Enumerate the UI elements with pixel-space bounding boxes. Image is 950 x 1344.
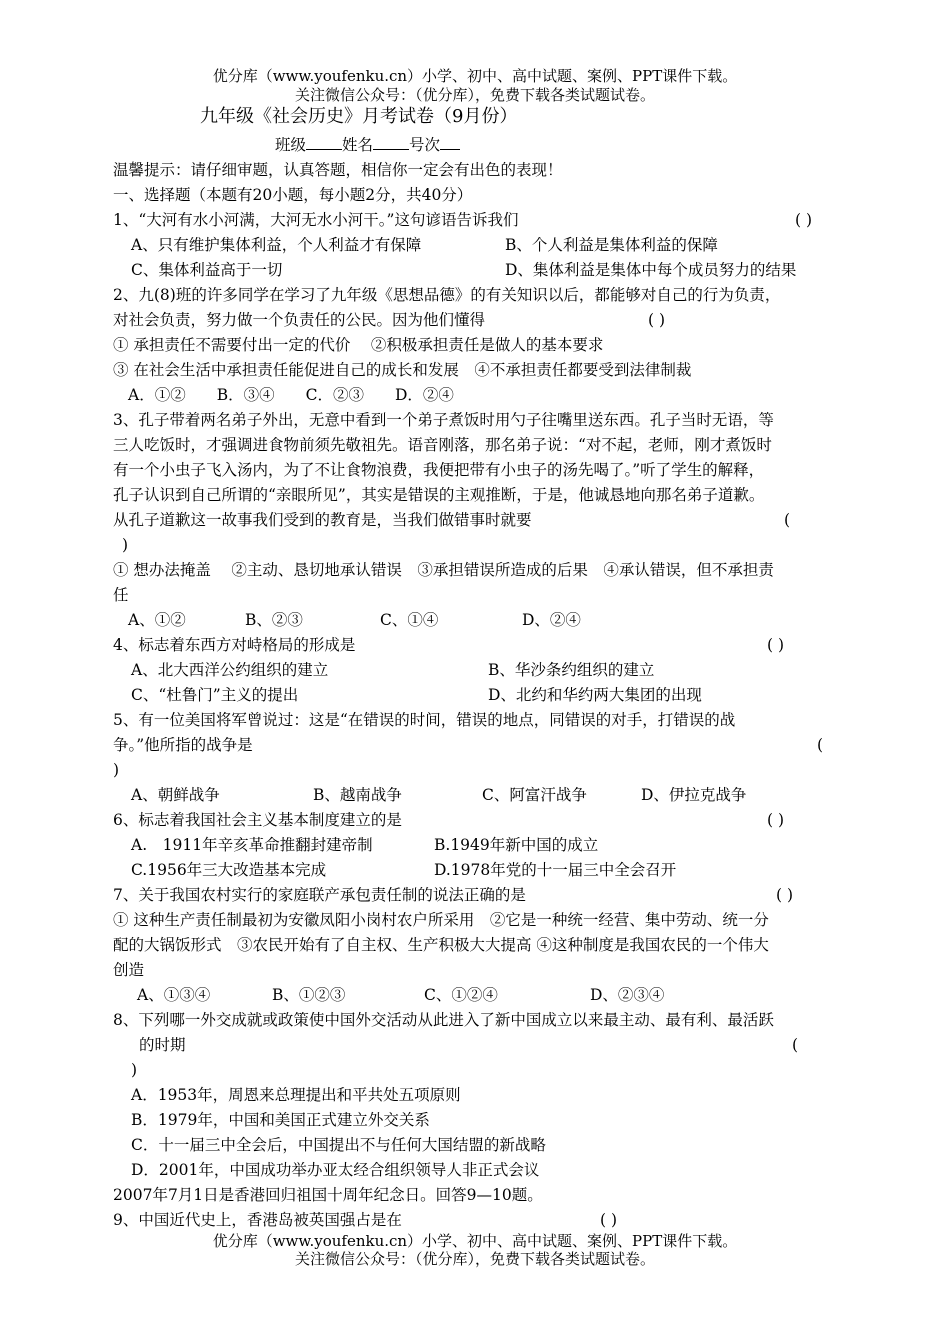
q3-text-5: 从孔子道歉这一故事我们受到的教育是，当我们做错事时就要 [113,511,532,529]
student-info [275,135,460,155]
q4-option-b: B、华沙条约组织的建立 [488,661,655,679]
q8-text-1: 8、下列哪一外交成就或政策使中国外交活动从此进入了新中国成立以来最主动、最有利、最活跃 [113,1011,774,1029]
q2-choices: A．①② B．③④ C．②③ D．②④ [128,386,454,404]
q2-statements-1: ① 承担责任不需要付出一定的代价 ②积极承担责任是做人的基本要求 [113,336,604,354]
q8-option-b: B．1979年，中国和美国正式建立外交关系 [131,1111,430,1129]
q1-answer-paren[interactable]: ( ) [795,211,813,229]
q3-statements-1: ① 想办法掩盖 ②主动、恳切地承认错误 ③承担错误所造成的后果 ④承认错误，但不承担责 [113,561,774,579]
q7-statements-3: 创造 [113,961,145,979]
q8-text-2: 的时期 [139,1036,186,1054]
class-label: 班级 [275,136,307,154]
q8-paren-open[interactable]: ( [792,1036,799,1054]
q9-10-intro: 2007年7月1日是香港回归祖国十周年纪念日。回答9—10题。 [113,1186,543,1204]
q2-answer-paren[interactable]: ( ) [648,311,666,329]
q7-stem: 7、关于我国农村实行的家庭联产承包责任制的说法正确的是 [113,886,526,904]
q4-option-a: A、北大西洋公约组织的建立 [131,661,329,679]
q6-option-b: B.1949年新中国的成立 [434,836,599,854]
footer-line-2: 关注微信公众号：（优分库），免费下载各类试题试卷。 [294,1250,655,1268]
q9-answer-paren[interactable]: ( ) [600,1211,618,1229]
q5-text-2: 争。”他所指的战争是 [113,736,253,754]
q5-paren-open[interactable]: ( [817,736,824,754]
q3-statements-2: 任 [113,586,129,604]
q7-option-c: C、①②④ [424,986,498,1004]
q7-option-a: A、①③④ [137,986,211,1004]
q3-text-2: 三人吃饭时，才强调进食物前须先敬祖先。语音刚落，那名弟子说：“对不起，老师，刚才煮饭时 [113,436,772,454]
q8-option-d: D．2001年，中国成功举办亚太经合组织领导人非正式会议 [131,1161,540,1179]
q6-option-c: C.1956年三大改造基本完成 [131,861,327,879]
q6-option-a: A. 1911年辛亥革命推翻封建帝制 [131,836,373,854]
q9-stem: 9、中国近代史上，香港岛被英国强占是在 [113,1211,402,1229]
q7-statements-2: 配的大锅饭形式 ③农民开始有了自主权、生产积极大大提高 ④这种制度是我国农民的一个伟大 [113,936,769,954]
q3-option-a: A、①② [128,611,186,629]
q3-option-d: D、②④ [522,611,581,629]
q3-text-1: 3、孔子带着两名弟子外出，无意中看到一个弟子煮饭时用勺子往嘴里送东西。孔子当时无语，等 [113,411,774,429]
q3-option-b: B、②③ [245,611,303,629]
section-heading: 一、选择题（本题有20小题，每小题2分，共40分） [113,186,473,204]
q8-option-c: C．十一届三中全会后，中国提出不与任何大国结盟的新战略 [131,1136,546,1154]
q2-stem-1: 2、九(8)班的许多同学在学习了九年级《思想品德》的有关知识以后，都能够对自己的行为负责， [113,286,781,304]
q2-statements-2: ③ 在社会生活中承担责任能促进自己的成长和发展 ④不承担责任都要受到法律制裁 [113,361,692,379]
q4-answer-paren[interactable]: ( ) [767,636,785,654]
q8-paren-close[interactable]: ) [131,1061,138,1079]
q6-stem: 6、标志着我国社会主义基本制度建立的是 [113,811,402,829]
tip: 温馨提示：请仔细审题，认真答题，相信你一定会有出色的表现！ [113,161,563,179]
q1-stem: 1、“大河有水小河满，大河无水小河干。”这句谚语告诉我们 [113,211,519,229]
q5-option-a: A、朝鲜战争 [131,786,220,804]
q7-option-b: B、①②③ [272,986,346,1004]
header-line-2: 关注微信公众号：（优分库），免费下载各类试题试卷。 [294,86,655,104]
q8-option-a: A．1953年，周恩来总理提出和平共处五项原则 [131,1086,461,1104]
q7-option-d: D、②③④ [590,986,665,1004]
q5-paren-close[interactable]: ) [113,761,120,779]
number-label: 号次 [409,136,441,154]
q1-option-c: C、集体利益高于一切 [131,261,283,279]
q6-answer-paren[interactable]: ( ) [767,811,785,829]
q5-text-1: 5、有一位美国将军曾说过：这是“在错误的时间，错误的地点，同错误的对手，打错误的战 [113,711,736,729]
q7-statements-1: ① 这种生产责任制最初为安徽凤阳小岗村农户所采用 ②它是一种统一经营、集中劳动、统一分 [113,911,769,929]
name-label: 姓名 [342,136,374,154]
q4-option-c: C、“杜鲁门”主义的提出 [131,686,299,704]
q1-option-a: A、只有维护集体利益，个人利益才有保障 [131,236,422,254]
q4-option-d: D、北约和华约两大集团的出现 [488,686,702,704]
q3-text-4: 孔子认识到自己所谓的“亲眼所见”，其实是错误的主观推断，于是，他诚恳地向那名弟子道歉。 [113,486,765,504]
q3-paren-open[interactable]: ( [784,511,791,529]
q5-option-d: D、伊拉克战争 [641,786,747,804]
q3-option-c: C、①④ [380,611,439,629]
footer-line-1: 优分库（www.youfenku.cn）小学、初中、高中试题、案例、PPT课件下载。 [212,1232,738,1250]
class-blank[interactable] [306,135,342,150]
q7-answer-paren[interactable]: ( ) [776,886,794,904]
header-line-1: 优分库（www.youfenku.cn）小学、初中、高中试题、案例、PPT课件下载。 [212,67,738,85]
q4-stem: 4、标志着东西方对峙格局的形成是 [113,636,356,654]
q6-option-d: D.1978年党的十一届三中全会召开 [434,861,677,879]
q3-paren-close[interactable]: ) [122,536,129,554]
q5-option-c: C、阿富汗战争 [482,786,587,804]
q1-option-d: D、集体利益是集体中每个成员努力的结果 [505,261,797,279]
name-blank[interactable] [373,135,409,150]
exam-title: 九年级《社会历史》月考试卷（9月份） [200,106,518,127]
q2-stem-2: 对社会负责，努力做一个负责任的公民。因为他们懂得 [113,311,486,329]
q3-text-3: 有一个小虫子飞入汤内，为了不让食物浪费，我便把带有小虫子的汤先喝了。”听了学生的解释， [113,461,765,479]
number-blank[interactable] [440,135,460,150]
q5-option-b: B、越南战争 [313,786,402,804]
q1-option-b: B、个人利益是集体利益的保障 [505,236,718,254]
